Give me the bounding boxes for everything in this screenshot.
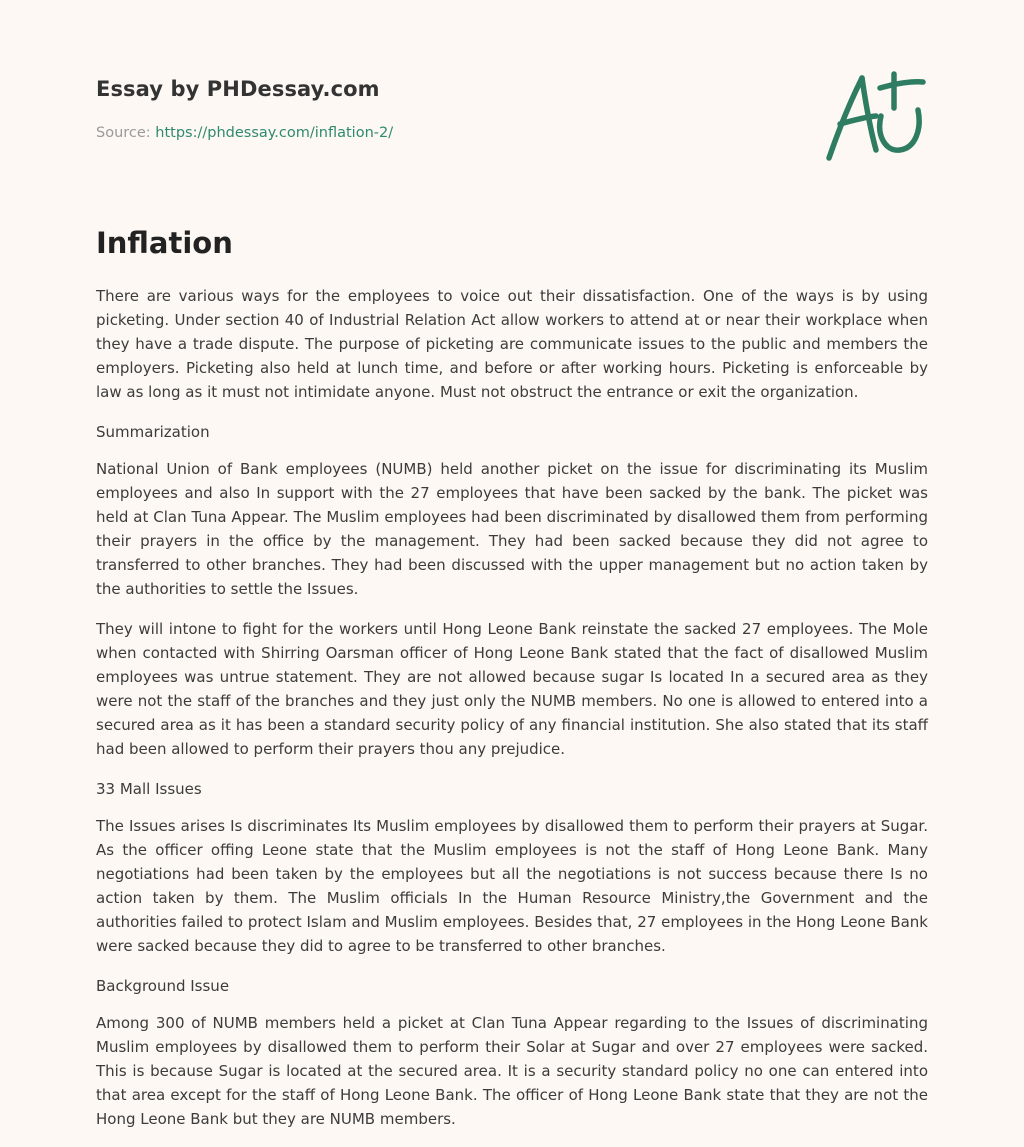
essay-body	[96, 284, 928, 1147]
source-link[interactable]: https://phdessay.com/inflation-2/	[155, 125, 394, 141]
site-title: Essay by PHDessay.com	[96, 77, 380, 101]
a-plus-logo	[820, 66, 930, 166]
paragraph-summary-1: National Union of Bank employees (NUMB) held another picket on the issue for discriminating its Muslim employees and also In support with the 27 employees that have been sacked by the bank. The picket was held at Clan Tuna Appear. The Muslim employees had been discriminated by disallowed them from performing their prayers in the office by the management. They had been sacked because they did not agree to transferred to other branches. They had been discussed with the upper management but no action taken by the authorities to settle the Issues.	[96, 460, 928, 598]
section-heading-main-issues: 33 Mall Issues	[96, 780, 202, 798]
section-heading-background: Background Issue	[96, 977, 230, 995]
section-heading-summarization: Summarization	[96, 423, 210, 441]
source-line	[96, 125, 393, 141]
essay-title: Inflation	[96, 226, 233, 260]
paragraph-main-issues: The Issues arises Is discriminates Its Muslim employees by disallowed them to perform their prayers at Sugar. As the officer offing Leone state that the Muslim employees is not the staff of Hong Leone Bank. Many negotiations had been taken by the employees but all the negotiations is not success because there Is no action taken by them. The Muslim officials In the Human Resource Ministry,the Government and the authorities failed to protect Islam and Muslim employees. Besides that, 27 employees in the Hong Leone Bank were sacked because they did to agree to be transferred to other branches.	[96, 817, 928, 955]
paragraph-background: Among 300 of NUMB members held a picket at Clan Tuna Appear regarding to the Issues of discriminating Muslim employees by disallowed them to perform their Solar at Sugar and over 27 employees were sacked. This is because Sugar is located at the secured area. It is a security standard policy no one can entered into that area except for the staff of Hong Leone Bank. The officer of Hong Leone Bank state that they are not the Hong Leone Bank but they are NUMB members.	[96, 1014, 928, 1128]
source-label: Source:	[96, 125, 156, 141]
paragraph-intro: There are various ways for the employees to voice out their dissatisfaction. One of the ways is by using picketing. Under section 40 of Industrial Relation Act allow workers to attend at or near their workplace when they have a trade dispute. The purpose of picketing are communicate issues to the public and members the employers. Picketing also held at lunch time, and before or after working hours. Picketing is enforceable by law as long as it must not intimidate anyone. Must not obstruct the entrance or exit the organization.	[96, 287, 928, 401]
paragraph-summary-2: They will intone to fight for the workers until Hong Leone Bank reinstate the sacked 27 employees. The Mole when contacted with Shirring Oarsman officer of Hong Leone Bank stated that the fact of disallowed Muslim employees was untrue statement. They are not allowed because sugar Is located In a secured area as they were not the staff of the branches and they just only the NUMB members. No one is allowed to entered into a secured area as it has been a standard security policy of any financial institution. She also stated that its staff had been allowed to perform their prayers thou any prejudice.	[96, 620, 928, 758]
